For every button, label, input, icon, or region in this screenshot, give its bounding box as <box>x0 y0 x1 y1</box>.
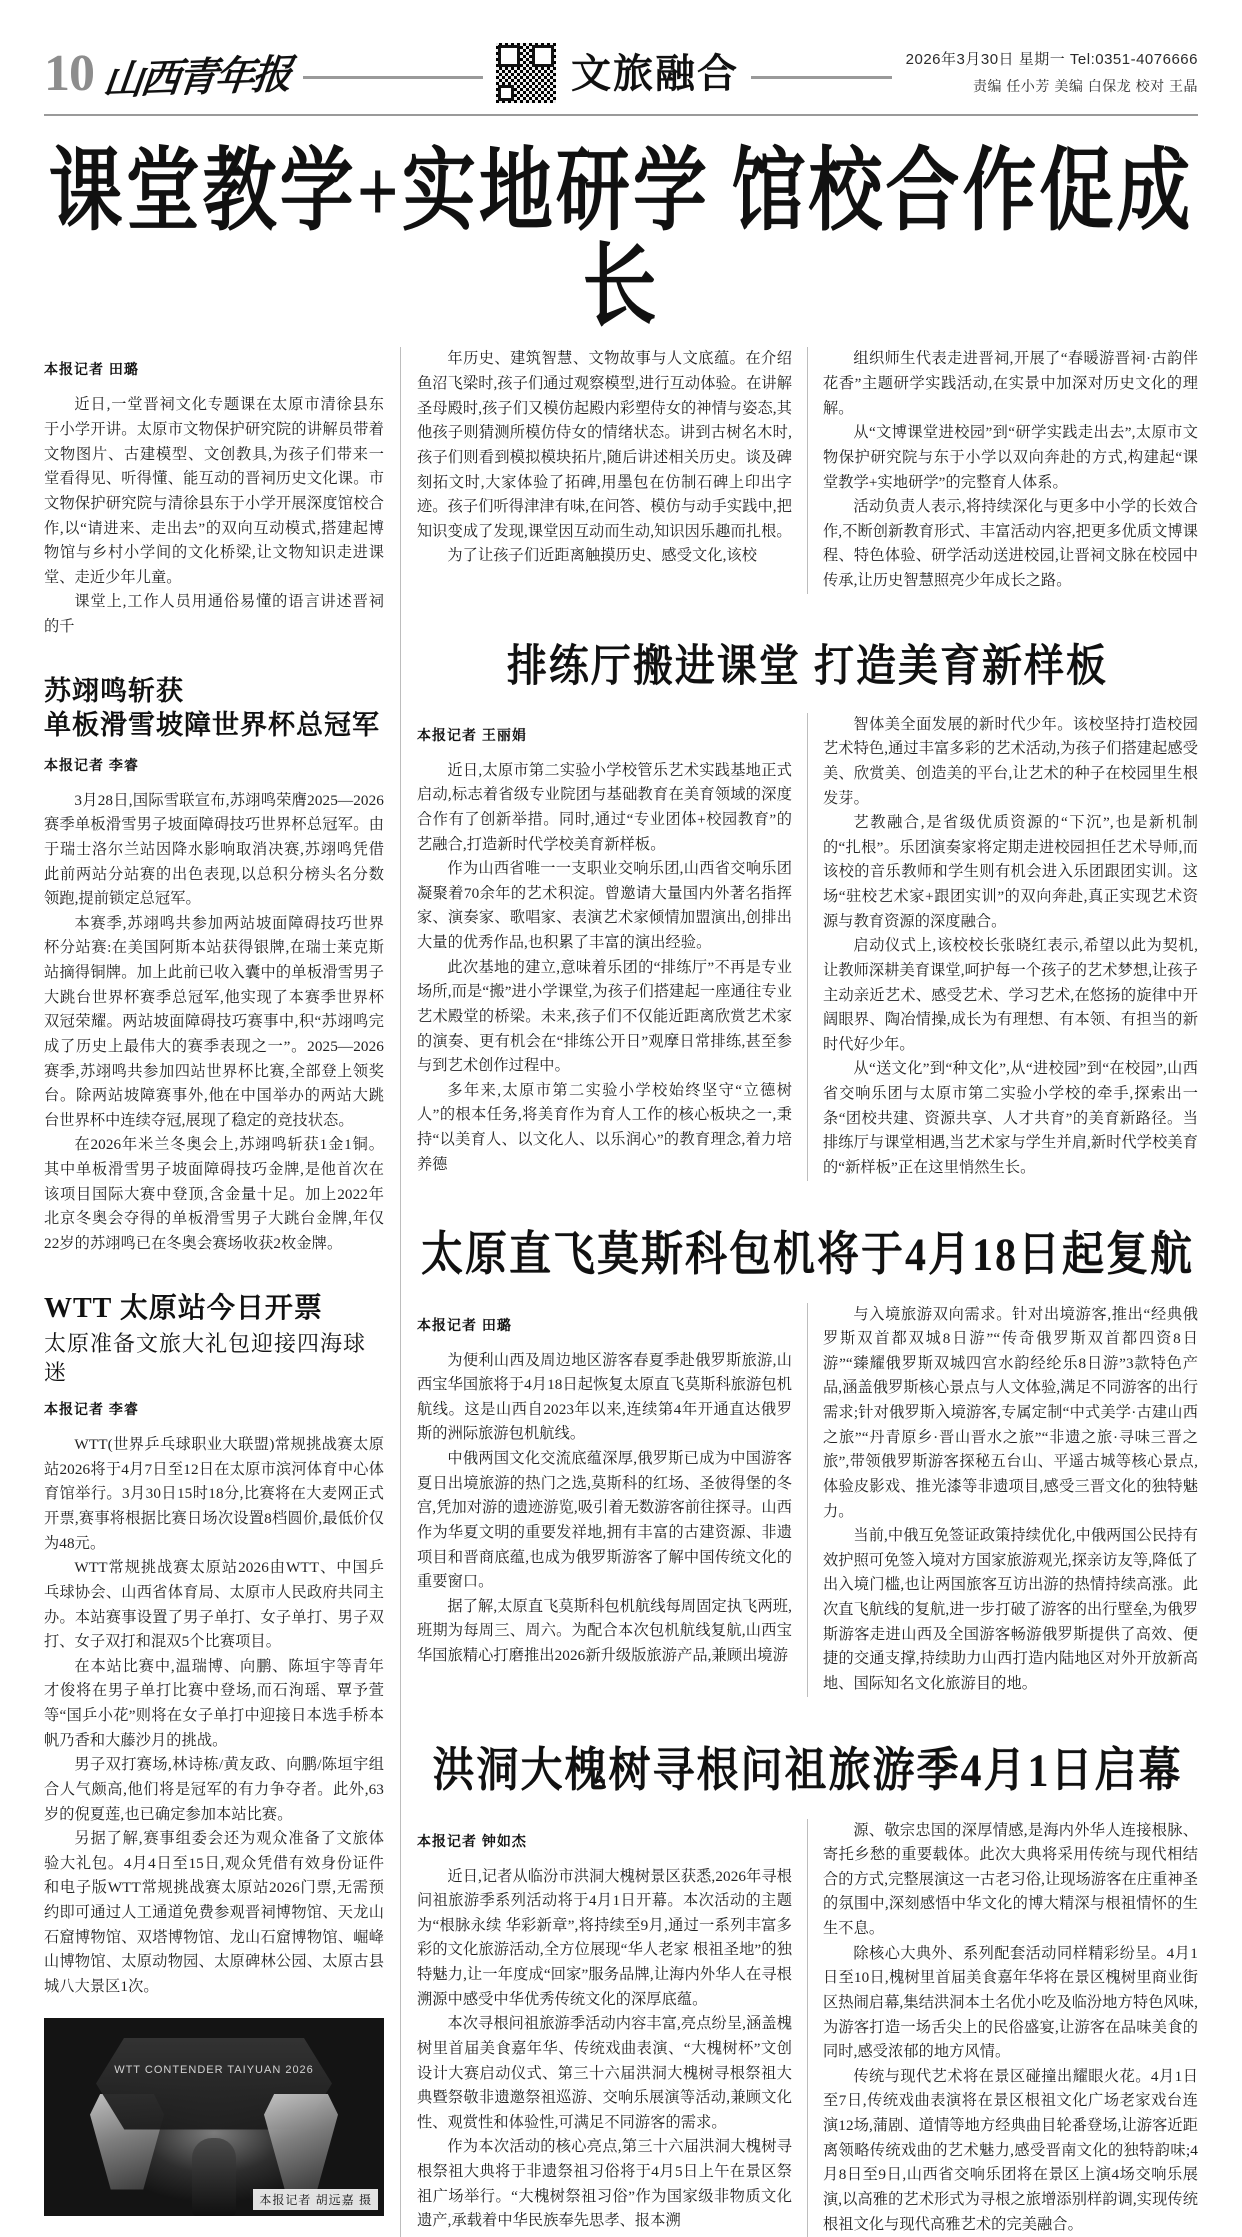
masthead-rule-right <box>751 76 892 79</box>
lead-paragraph: 为了让孩子们近距离触摸历史、感受文化,该校 <box>417 544 792 569</box>
column-divider <box>807 347 808 593</box>
left-column <box>44 347 384 2237</box>
masthead-meta <box>906 48 1198 96</box>
column-divider <box>807 1303 808 1697</box>
story-wtt-byline: 本报记者 李睿 <box>44 1399 384 1419</box>
story-art-paragraph: 近日,太原市第二实验小学校管乐艺术实践基地正式启动,标志着省级专业院团与基础教育在美育领域的深度合作有了创新举措。同时,通过“专业团体+校园教育”的艺融合,打造新时代学校美育新样板。 <box>417 759 792 858</box>
lead-subcol-2 <box>417 347 792 593</box>
story-wtt-paragraph: 在本站比赛中,温瑞博、向鹏、陈垣宇等青年才俊将在男子单打比赛中登场,而石洵瑶、覃予萱等“国乒小花”则将在女子单打中迎接日本选手桥本帆乃香和大藤沙月的挑战。 <box>44 1655 384 1754</box>
lead-paragraph: 年历史、建筑智慧、文物故事与人文底蕴。在介绍鱼沼飞梁时,孩子们通过观察模型,进行互动体验。在讲解圣母殿时,孩子们又模仿起殿内彩塑侍女的神情与姿态,其他孩子则猜测所模仿侍女的情绪状态。讲到古树名木时,孩子们则看到模拟模块拓片,随后讲述相关历史。谈及碑刻拓文时,大家体验了拓碑,用墨包在仿制石碑上印出字迹。孩子们听得津津有味,在问答、模仿与动手实践中,把知识变成了发现,课堂因互动而生动,知识因乐趣而扎根。 <box>417 347 792 544</box>
story-moscow-paragraph: 据了解,太原直飞莫斯科包机航线每周固定执飞两班,班期为每周三、周六。为配合本次包机航线复航,山西宝华国旅精心打磨推出2026新升级版旅游产品,兼顾出境游 <box>417 1595 792 1669</box>
spacer <box>417 1181 1198 1221</box>
story-wtt-paragraph: WTT(世界乒乓球职业大联盟)常规挑战赛太原站2026将于4月7日至12日在太原市滨河体育中心体育馆举行。3月30日15时18分,比赛将在大麦网正式开票,赛事将根据比赛日场次设置8档圆价,最低价仅为48元。 <box>44 1433 384 1556</box>
story-ski-paragraph: 3月28日,国际雪联宣布,苏翊鸣荣膺2025—2026赛季单板滑雪男子坡面障碍技巧世界杯总冠军。由于瑞士洛尔兰站因降水影响取消决赛,苏翊鸣凭借此前两站分站赛的出色表现,以总积分榜头名分数领跑,提前锁定总冠军。 <box>44 789 384 912</box>
person-silhouette <box>192 2138 236 2216</box>
story-art-subcol-1 <box>417 713 792 1181</box>
story-wtt <box>44 1291 384 2216</box>
story-art <box>417 634 1198 1181</box>
story-art-paragraph: 启动仪式上,该校校长张晓红表示,希望以此为契机,让教师深耕美育课堂,呵护每一个孩子的艺术梦想,让孩子主动亲近艺术、感受艺术、学习艺术,在悠扬的旋律中开阔眼界、陶冶情操,成长为有理想、有本领、有担当的新时代好少年。 <box>823 934 1198 1057</box>
story-ski-headline-line2: 单板滑雪坡障世界杯总冠军 <box>44 708 384 743</box>
lead-paragraph: 课堂上,工作人员用通俗易懂的语言讲述晋祠的千 <box>44 590 384 639</box>
paper-name-logo: 山西青年报 <box>101 43 293 106</box>
story-moscow-columns <box>417 1303 1198 1697</box>
story-huaishu-paragraph: 近日,记者从临汾市洪洞大槐树景区获悉,2026年寻根问祖旅游季系列活动将于4月1日开幕。本次活动的主题为“根脉永续 华彩新章”,将持续至9月,通过一系列丰富多彩的文化旅游活动,全方位展现“华人老家 根祖圣地”的独特魅力,让一年度成“回家”服务品牌,让海内外华人在寻根溯源中感受中华优秀传统文化的深厚底蕴。 <box>417 1865 792 2013</box>
lead-paragraph: 活动负责人表示,将持续深化与更多中小学的长效合作,不断创新教育形式、丰富活动内容,把更多优质文博课程、特色体验、研学活动送进校园,让晋祠文脉在校园中传承,让历史智慧照亮少年成长之路。 <box>823 495 1198 594</box>
story-ski-paragraph: 在2026年米兰冬奥会上,苏翊鸣斩获1金1铜。其中单板滑雪男子坡面障碍技巧金牌,是他首次在该项目国际大赛中登顶,含金量十足。加上2022年北京冬奥会夺得的单板滑雪男子大跳台金牌,年仅22岁的苏翊鸣已在冬奥会赛场收获2枚金牌。 <box>44 1133 384 1256</box>
lead-paragraph: 组织师生代表走进晋祠,开展了“春暖游晋祠·古韵伴花香”主题研学实践活动,在实景中加深对历史文化的理解。 <box>823 347 1198 421</box>
spacer <box>417 594 1198 634</box>
story-ski-paragraph: 本赛季,苏翊鸣共参加两站坡面障碍技巧世界杯分站赛:在美国阿斯本站获得银牌,在瑞士莱克斯站摘得铜牌。加上此前已收入囊中的单板滑雪男子大跳台世界杯赛季总冠军,他实现了本赛季世界杯双冠荣耀。两站坡面障碍技巧赛事中,积“苏翊鸣完成了历史上最伟大的赛季表现之一”。2025—2026赛季,苏翊鸣共参加四站世界杯比赛,全部登上领奖台。除两站坡障赛事外,他在中国举办的两站大跳台世界杯中连续夺冠,展现了稳定的竞技状态。 <box>44 912 384 1134</box>
story-moscow-paragraph: 为便利山西及周边地区游客春夏季赴俄罗斯旅游,山西宝华国旅将于4月18日起恢复太原直飞莫斯科旅游包机航线。这是山西自2023年以来,连续第4年开通直达俄罗斯的洲际旅游包机航线。 <box>417 1349 792 1448</box>
story-wtt-photo-wrap <box>44 2018 384 2216</box>
wtt-logo-mark: WTT CONTENDER TAIYUAN 2026 <box>114 2064 314 2076</box>
page-columns <box>44 347 1198 2237</box>
story-huaishu-paragraph: 源、敬宗忠国的深厚情感,是海内外华人连接根脉、寄托乡愁的重要载体。此次大典将采用传统与现代相结合的方式,完整展演这一古老习俗,让现场游客在庄重神圣的氛围中,深刻感悟中华文化的博大精深与根祖情怀的生生不息。 <box>823 1819 1198 1942</box>
lead-paragraph: 从“文博课堂进校园”到“研学实践走出去”,太原市文物保护研究院与东于小学以双向奔赴的方式,构建起“课堂教学+实地研学”的完整育人体系。 <box>823 421 1198 495</box>
story-art-byline: 本报记者 王丽娟 <box>417 725 792 745</box>
story-moscow-subcol-1 <box>417 1303 792 1697</box>
masthead-divider <box>44 114 1198 116</box>
section-title: 文旅融合 <box>571 42 739 99</box>
story-art-paragraph: 艺教融合,是省级优质资源的“下沉”,也是新机制的“扎根”。乐团演奏家将定期走进校园担任艺术导师,而该校的音乐教师和学生则有机会进入乐团跟团实训。这场“驻校艺术家+跟团实训”的双向奔赴,真正实现艺术资源与教育资源的深度融合。 <box>823 811 1198 934</box>
story-art-paragraph: 智体美全面发展的新时代少年。该校坚持打造校园艺术特色,通过丰富多彩的艺术活动,为孩子们搭建起感受美、欣赏美、创造美的平台,让艺术的种子在校园里生根发芽。 <box>823 713 1198 812</box>
story-moscow-paragraph: 中俄两国文化交流底蕴深厚,俄罗斯已成为中国游客夏日出境旅游的热门之选,莫斯科的红场、圣彼得堡的冬宫,凭加对游的遗迹游览,吸引着无数游客前往探寻。山西作为华夏文明的重要发祥地,拥有丰富的古建资源、非遗项目和晋商底蕴,也成为俄罗斯游客了解中国传统文化的重要窗口。 <box>417 1447 792 1595</box>
qr-code-icon[interactable] <box>495 42 557 104</box>
story-wtt-paragraph: WTT常规挑战赛太原站2026由WTT、中国乒乓球协会、山西省体育局、太原市人民政府共同主办。本站赛事设置了男子单打、女子单打、男子双打、女子双打和混双5个比赛项目。 <box>44 1556 384 1655</box>
story-wtt-headline: WTT 太原站今日开票 <box>44 1291 384 1327</box>
wtt-trophy-photo <box>44 2018 384 2216</box>
story-huaishu <box>417 1737 1198 2237</box>
photo-credit-caption: 本报记者 胡远嘉 摄 <box>253 2189 378 2210</box>
story-art-paragraph: 此次基地的建立,意味着乐团的“排练厅”不再是专业场所,而是“搬”进小学课堂,为孩子们搭建起一座通往专业艺术殿堂的桥梁。未来,孩子们不仅能近距离欣赏艺术家的演奏、更有机会在“排练公开日”观摩日常排练,甚至参与到艺术创作过程中。 <box>417 956 792 1079</box>
story-huaishu-paragraph: 除核心大典外、系列配套活动同样精彩纷呈。4月1日至10日,槐树里首届美食嘉年华将在景区槐树里商业街区热闹启幕,集结洪洞本土名优小吃及临汾地方特色风味,为游客打造一场舌尖上的民俗盛宴,让游客在品味美食的同时,感受浓郁的地方风情。 <box>823 1942 1198 2065</box>
story-wtt-paragraph: 另据了解,赛事组委会还为观众准备了文旅体验大礼包。4月4日至15日,观众凭借有效身份证件和电子版WTT常规挑战赛太原站2026门票,无需预约即可通过人工通道免费参观晋祠博物馆、天龙山石窟博物馆、双塔博物馆、龙山石窟博物馆、崛𡶶山博物馆、太原动物园、太原碑林公园、太原古县城八大景区1次。 <box>44 1827 384 1999</box>
story-art-paragraph: 从“送文化”到“种文化”,从“进校园”到“在校园”,山西省交响乐团与太原市第二实验小学校的牵手,探索出一条“团校共建、资源共享、人才共育”的美育新路径。当排练厅与课堂相遇,当艺术家与学生并肩,新时代学校美育的“新样板”正在这里悄然生长。 <box>823 1057 1198 1180</box>
story-ski-headline-line1: 苏翊鸣斩获 <box>44 674 384 709</box>
story-wtt-subheadline: 太原准备文旅大礼包迎接四海球迷 <box>44 1330 384 1387</box>
story-moscow <box>417 1221 1198 1697</box>
story-art-columns <box>417 713 1198 1181</box>
trophy-right-icon <box>264 2094 338 2190</box>
spacer <box>44 1257 384 1291</box>
column-divider <box>400 347 401 2237</box>
story-huaishu-subcol-1 <box>417 1819 792 2237</box>
story-huaishu-subcol-2 <box>823 1819 1198 2237</box>
lead-paragraph: 近日,一堂晋祠文化专题课在太原市清徐县东于小学开讲。太原市文物保护研究院的讲解员带着文物图片、古建模型、文创教具,为孩子们带来一堂看得见、听得懂、能互动的晋祠历史文化课。市文物保护研究院与清徐县东于小学开展深度馆校合作,以“请进来、走出去”的双向互动模式,搭建起博物馆与乡村小学间的文化桥梁,让文物知识走进课堂、走近少年儿童。 <box>44 393 384 590</box>
story-huaishu-byline: 本报记者 钟如杰 <box>417 1831 792 1851</box>
story-huaishu-columns <box>417 1819 1198 2237</box>
story-moscow-paragraph: 与入境旅游双向需求。针对出境游客,推出“经典俄罗斯双首都双城8日游”“传奇俄罗斯双首都四资8日游”“臻耀俄罗斯双城四宫水韵经纶乐8日游”3款特色产品,涵盖俄罗斯核心景点与人文体验,满足不同游客的出行需求;针对俄罗斯入境游客,专属定制“中式美学·古建山西之旅”“丹青原乡·晋山晋水之旅”“非遗之旅·寻味三晋之旅”,带领俄罗斯游客探秘五台山、平遥古城等核心景点,体验皮影戏、推光漆等非遗项目,感受三晋文化的独特魅力。 <box>823 1303 1198 1525</box>
story-huaishu-paragraph: 传统与现代艺术将在景区碰撞出耀眼火花。4月1日至7日,传统戏曲表演将在景区根祖文化广场老家戏台连演12场,蒲剧、道情等地方经典曲目轮番登场,让游客近距离领略传统戏曲的艺术魅力,感受晋南文化的独特韵味;4月8日至9日,山西省交响乐团将在景区上演4场交响乐展演,以高雅的艺术形式为寻根之旅增添别样韵调,实现传统根祖文化与现代高雅艺术的完美融合。 <box>823 2065 1198 2237</box>
story-wtt-paragraph: 男子双打赛场,林诗栋/黄友政、向鹏/陈垣宇组合人气颇高,他们将是冠军的有力争夺者。此外,63岁的倪夏莲,也已确定参加本站比赛。 <box>44 1753 384 1827</box>
editor-credits-line: 责编 任小芳 美编 白保龙 校对 王晶 <box>906 76 1198 96</box>
story-moscow-subcol-2 <box>823 1303 1198 1697</box>
story-art-headline: 排练厅搬进课堂 打造美育新样板 <box>417 631 1198 694</box>
column-divider <box>807 1819 808 2237</box>
column-divider <box>807 713 808 1181</box>
story-art-paragraph: 作为山西省唯一一支职业交响乐团,山西省交响乐团凝聚着70余年的艺术积淀。曾邀请大量国内外著名指挥家、演奏家、歌唱家、表演艺术家倾情加盟演出,创排出大量的优秀作品,也积累了丰富的演出经验。 <box>417 857 792 956</box>
story-moscow-headline: 太原直飞莫斯科包机将于4月18日起复航 <box>417 1217 1198 1284</box>
lead-continuation <box>417 347 1198 593</box>
story-huaishu-paragraph: 本次寻根问祖旅游季活动内容丰富,亮点纷呈,涵盖槐树里首届美食嘉年华、传统戏曲表演、“大槐树杯”文创设计大赛启动仪式、第三十六届洪洞大槐树寻根祭祖大典暨祭敬非遗邀祭祖巡游、交响乐展演等活动,兼顾文化性、观赏性和体验性,可满足不同游客的需求。 <box>417 2012 792 2135</box>
story-art-paragraph: 多年来,太原市第二实验小学校始终坚守“立德树人”的根本任务,将美育作为育人工作的核心板块之一,秉持“以美育人、以文化人、以乐润心”的教育理念,着力培养德 <box>417 1079 792 1178</box>
story-moscow-byline: 本报记者 田璐 <box>417 1315 792 1335</box>
right-column <box>417 347 1198 2237</box>
story-huaishu-paragraph: 作为本次活动的核心亮点,第三十六届洪洞大槐树寻根祭祖大典将于非遗祭祖习俗将于4月5日上午在景区祭祖广场举行。“大槐树祭祖习俗”作为国家级非物质文化遗产,承载着中华民族奉先思孝、报本溯 <box>417 2135 792 2234</box>
spacer <box>417 1697 1198 1737</box>
masthead <box>44 34 1198 108</box>
publish-date-line: 2026年3月30日 星期一 Tel:0351-4076666 <box>906 48 1198 69</box>
story-ski <box>44 674 384 1257</box>
story-ski-byline: 本报记者 李睿 <box>44 755 384 775</box>
story-art-subcol-2 <box>823 713 1198 1181</box>
spacer <box>44 640 384 674</box>
lead-headline: 课堂教学+实地研学 馆校合作促成长 <box>44 146 1198 336</box>
lead-subcol-3 <box>823 347 1198 593</box>
story-huaishu-headline: 洪洞大槐树寻根问祖旅游季4月1日启幕 <box>417 1733 1198 1800</box>
story-moscow-paragraph: 当前,中俄互免签证政策持续优化,中俄两国公民持有效护照可免签入境对方国家旅游观光,探亲访友等,降低了出入境门槛,也让两国旅客互访出游的热情持续高涨。此次直飞航线的复航,进一步打破了游客的出行壁垒,为俄罗斯游客走进山西及全国游客畅游俄罗斯提供了高效、便捷的交通支撑,持续助力山西打造内陆地区对外开放新高地、国际知名文化旅游目的地。 <box>823 1524 1198 1696</box>
lead-byline: 本报记者 田璐 <box>44 359 384 379</box>
page-number: 10 <box>44 48 94 100</box>
masthead-rule-left <box>303 76 483 79</box>
